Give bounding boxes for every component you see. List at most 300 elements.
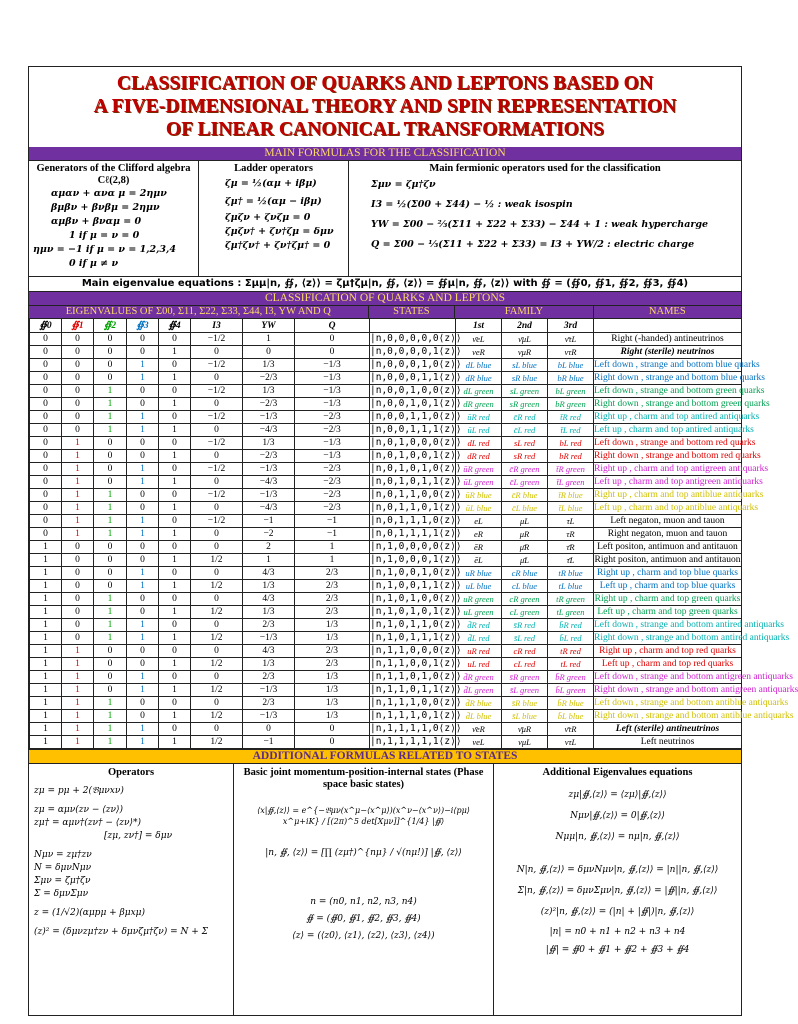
table-row <box>30 372 742 385</box>
yw-cell: 2/3 <box>243 671 295 684</box>
f0-cell: 0 <box>30 359 62 372</box>
table-row <box>30 619 742 632</box>
family-cell: b̄L blue <box>548 710 594 723</box>
f3-cell: 1 <box>127 515 159 528</box>
f4-cell: 1 <box>159 476 191 489</box>
yw-cell: 1/3 <box>243 580 295 593</box>
f0-cell: 1 <box>30 658 62 671</box>
f4-cell: 0 <box>159 333 191 346</box>
f2-cell: 1 <box>94 424 127 437</box>
f2-cell: 1 <box>94 515 127 528</box>
table-row <box>30 450 742 463</box>
f1-cell: 1 <box>62 645 94 658</box>
q-cell: 1/3 <box>295 710 370 723</box>
yw-cell: −4/3 <box>243 502 295 515</box>
f2-cell: 1 <box>94 398 127 411</box>
state-cell: |n,1,0,0,0,0⟨z⟩⟩ <box>370 541 462 552</box>
state-cell: |n,1,0,0,0,1⟨z⟩⟩ <box>370 554 462 565</box>
main-formulas-section <box>29 160 741 276</box>
family-cell: ūL red <box>456 424 502 437</box>
f3-cell: 0 <box>127 697 159 710</box>
subheader-cell: ∯2 <box>94 319 127 333</box>
f0-cell: 1 <box>30 645 62 658</box>
f3-cell: 1 <box>127 671 159 684</box>
f4-cell: 0 <box>159 671 191 684</box>
classification-sheet <box>28 66 798 1016</box>
f3-cell: 0 <box>127 593 159 606</box>
family-cell: b̄L red <box>548 632 594 645</box>
q-cell: −2/3 <box>295 411 370 424</box>
table-row <box>30 554 742 567</box>
yw-cell: 1/3 <box>243 606 295 619</box>
i3-cell: 0 <box>191 567 243 580</box>
state-cell: |n,0,0,0,1,0⟨z⟩⟩ <box>370 359 462 370</box>
state-cell: |n,0,1,1,1,1⟨z⟩⟩ <box>370 528 462 539</box>
f4-cell: 0 <box>159 463 191 476</box>
subheader-cell: 1st <box>456 319 502 333</box>
family-cell: b̄L green <box>548 684 594 697</box>
table-row <box>30 697 742 710</box>
f1-cell: 1 <box>62 684 94 697</box>
state-cell: |n,0,0,0,0,1⟨z⟩⟩ <box>370 346 462 357</box>
table-row <box>30 658 742 671</box>
table-row <box>30 567 742 580</box>
yw-cell: −2/3 <box>243 398 295 411</box>
yw-cell: −2 <box>243 528 295 541</box>
f2-cell: 0 <box>94 684 127 697</box>
family-cell: μR <box>502 528 548 541</box>
family-cell: s̄L green <box>502 684 548 697</box>
yw-cell: 1 <box>243 554 295 567</box>
q-cell: 1 <box>295 541 370 554</box>
family-cell: eL <box>456 515 502 528</box>
f4-cell: 0 <box>159 489 191 502</box>
q-cell: 1/3 <box>295 671 370 684</box>
f0-cell: 0 <box>30 528 62 541</box>
family-cell: b̄R red <box>548 619 594 632</box>
f1-cell: 1 <box>62 658 94 671</box>
particle-name-cell: Left down , strange and bottom antigreen antiquarks <box>594 672 793 682</box>
f1-cell: 1 <box>62 723 94 736</box>
f4-cell: 0 <box>159 385 191 398</box>
subheader-cell: Q <box>295 319 370 333</box>
family-cell: bR green <box>548 398 594 411</box>
family-cell: τ̄L <box>548 554 594 567</box>
table-row <box>30 736 742 749</box>
f0-cell: 0 <box>30 346 62 359</box>
f3-cell: 1 <box>127 567 159 580</box>
family-cell: c̄L green <box>502 476 548 489</box>
f1-cell: 0 <box>62 398 94 411</box>
f4-cell: 1 <box>159 632 191 645</box>
family-cell: sR green <box>502 398 548 411</box>
f4-cell: 0 <box>159 619 191 632</box>
f0-cell: 1 <box>30 541 62 554</box>
particle-name-cell: Right down , strange and bottom green quarks <box>594 399 770 409</box>
table-row <box>30 528 742 541</box>
yw-cell: 4/3 <box>243 645 295 658</box>
family-cell: ūR blue <box>456 489 502 502</box>
f3-cell: 1 <box>127 580 159 593</box>
table-row <box>30 333 742 346</box>
f1-cell: 1 <box>62 489 94 502</box>
particle-name-cell: Left down , strange and bottom red quarks <box>594 438 756 448</box>
f1-cell: 0 <box>62 346 94 359</box>
yw-cell: 2/3 <box>243 697 295 710</box>
i3-cell: 0 <box>191 723 243 736</box>
yw-cell: −4/3 <box>243 476 295 489</box>
f0-cell: 0 <box>30 385 62 398</box>
particle-name-cell: Left up , charm and top antigreen antiquarks <box>594 477 763 487</box>
i3-cell: −1/2 <box>191 411 243 424</box>
i3-cell: 0 <box>191 424 243 437</box>
i3-cell: −1/2 <box>191 333 243 346</box>
family-cell: ν̄μR <box>502 723 548 736</box>
f4-cell: 1 <box>159 424 191 437</box>
state-cell: |n,1,1,0,0,0⟨z⟩⟩ <box>370 645 462 656</box>
particle-name-cell: Left negaton, muon and tauon <box>594 515 742 528</box>
family-cell: μ̄R <box>502 541 548 554</box>
f4-cell: 0 <box>159 359 191 372</box>
table-group-headers <box>29 305 741 318</box>
q-cell: −2/3 <box>295 476 370 489</box>
f2-cell: 1 <box>94 593 127 606</box>
state-cell: |n,1,0,1,1,0⟨z⟩⟩ <box>370 619 462 630</box>
yw-cell: −1/3 <box>243 710 295 723</box>
f0-cell: 0 <box>30 489 62 502</box>
table-row <box>30 541 742 554</box>
family-cell: dL blue <box>456 359 502 372</box>
additional-eigen-heading: Additional Eigenvalues equations <box>542 767 693 778</box>
f4-cell: 1 <box>159 580 191 593</box>
q-cell: −1/3 <box>295 359 370 372</box>
particle-name-cell: Right down , strange and bottom antiblue antiquarks <box>594 711 794 721</box>
yw-cell: −1 <box>243 736 295 749</box>
f4-cell: 0 <box>159 645 191 658</box>
f2-cell: 1 <box>94 606 127 619</box>
operators-heading: Operators <box>107 767 155 778</box>
f0-cell: 1 <box>30 671 62 684</box>
yw-cell: −2/3 <box>243 450 295 463</box>
state-cell: |n,1,1,1,0,0⟨z⟩⟩ <box>370 697 462 708</box>
yw-cell: −1/3 <box>243 463 295 476</box>
subheader-cell: YW <box>243 319 295 333</box>
table-row <box>30 489 742 502</box>
table-row <box>30 385 742 398</box>
particle-name-cell: Left down , strange and bottom green quarks <box>594 386 765 396</box>
family-cell: dR green <box>456 398 502 411</box>
i3-cell: −1/2 <box>191 385 243 398</box>
f2-cell: 0 <box>94 372 127 385</box>
f1-cell: 1 <box>62 450 94 463</box>
family-cell: c̄R red <box>502 411 548 424</box>
f1-cell: 0 <box>62 554 94 567</box>
particle-name-cell: Left down , strange and bottom blue quarks <box>594 360 760 370</box>
f0-cell: 1 <box>30 684 62 697</box>
family-header: FAMILY <box>454 306 592 318</box>
family-cell: νμL <box>502 736 548 749</box>
table-row <box>30 359 742 372</box>
family-cell: dR blue <box>456 372 502 385</box>
f0-cell: 0 <box>30 398 62 411</box>
f2-cell: 0 <box>94 645 127 658</box>
family-cell: c̄R green <box>502 463 548 476</box>
yw-cell: 2 <box>243 541 295 554</box>
table-row <box>30 463 742 476</box>
yw-cell: 0 <box>243 723 295 736</box>
f0-cell: 0 <box>30 450 62 463</box>
particle-name-cell: Left neutrinos <box>594 736 742 749</box>
basic-states-column: Basic joint momentum-position-internal states (Phase space basic states) ⟨x|∯,⟨z⟩⟩ = e^{−𝔅μν(x^μ−⟨x^μ⟩)(x^ν−⟨x^ν⟩)−i⟨pμ⟩x^μ+iK} / [(2π)^5 det[Xμν]]^{1/4} |∯⟩ |n, ∯, ⟨z⟩⟩ = [∏ (zμ†)^{nμ} / √(nμ!)] |∯, ⟨z⟩⟩ n = (n0, n1, n2, n3, n4) ∯ = (∯0, ∯1, ∯2, ∯3, ∯4) ⟨z⟩ = (⟨z0⟩, ⟨z1⟩, ⟨z2⟩, ⟨z3⟩, ⟨z4⟩) <box>234 764 494 1015</box>
i3-cell: −1/2 <box>191 359 243 372</box>
family-cell: t̄R blue <box>548 489 594 502</box>
f3-cell: 0 <box>127 346 159 359</box>
f2-cell: 1 <box>94 723 127 736</box>
f2-cell: 0 <box>94 541 127 554</box>
f1-cell: 0 <box>62 619 94 632</box>
f3-cell: 1 <box>127 372 159 385</box>
yw-cell: −1 <box>243 515 295 528</box>
i3-cell: 0 <box>191 398 243 411</box>
state-cell: |n,0,0,1,1,1⟨z⟩⟩ <box>370 424 462 435</box>
family-cell: τR <box>548 528 594 541</box>
family-cell: c̄L red <box>502 424 548 437</box>
f2-cell: 0 <box>94 333 127 346</box>
yw-cell: −1/3 <box>243 411 295 424</box>
table-row <box>30 606 742 619</box>
table-row <box>30 346 742 359</box>
f1-cell: 1 <box>62 697 94 710</box>
f4-cell: 0 <box>159 593 191 606</box>
yw-cell: −1/3 <box>243 632 295 645</box>
family-cell: s̄R red <box>502 619 548 632</box>
state-cell: |n,0,1,0,1,0⟨z⟩⟩ <box>370 463 462 474</box>
q-cell: −1/3 <box>295 437 370 450</box>
f2-cell: 0 <box>94 554 127 567</box>
table-subheader-row <box>30 319 742 333</box>
f0-cell: 0 <box>30 515 62 528</box>
family-cell: bL red <box>548 437 594 450</box>
f2-cell: 1 <box>94 385 127 398</box>
family-cell: d̄R red <box>456 619 502 632</box>
particle-name-cell: Left up , charm and top antiblue antiquarks <box>594 503 759 513</box>
f3-cell: 0 <box>127 541 159 554</box>
family-cell: sL green <box>502 385 548 398</box>
family-cell: νeR <box>456 346 502 359</box>
f4-cell: 1 <box>159 346 191 359</box>
particle-name-cell: Right down , strange and bottom antigreen antiquarks <box>594 685 798 695</box>
family-cell: sL red <box>502 437 548 450</box>
yw-cell: 4/3 <box>243 567 295 580</box>
f3-cell: 0 <box>127 645 159 658</box>
particle-name-cell: Right down , strange and bottom antired antiquarks <box>594 633 790 643</box>
f3-cell: 1 <box>127 528 159 541</box>
particle-name-cell: Right down , strange and bottom blue quarks <box>594 373 765 383</box>
f1-cell: 0 <box>62 541 94 554</box>
f1-cell: 0 <box>62 385 94 398</box>
f1-cell: 1 <box>62 437 94 450</box>
table-row <box>30 515 742 528</box>
f1-cell: 1 <box>62 502 94 515</box>
f0-cell: 1 <box>30 593 62 606</box>
state-cell: |n,1,0,1,0,0⟨z⟩⟩ <box>370 593 462 604</box>
family-cell: uL blue <box>456 580 502 593</box>
f1-cell: 1 <box>62 736 94 749</box>
particle-name-cell: Right negaton, muon and tauon <box>594 528 742 541</box>
family-cell: cL red <box>502 658 548 671</box>
f3-cell: 0 <box>127 658 159 671</box>
f1-cell: 0 <box>62 359 94 372</box>
f1-cell: 1 <box>62 476 94 489</box>
family-cell: ēR <box>456 541 502 554</box>
family-cell: tL green <box>548 606 594 619</box>
i3-cell: 0 <box>191 697 243 710</box>
clifford-heading: Generators of the Clifford algebra Cℓ(2,8) <box>36 163 191 186</box>
particle-name-cell: Right (-handed) antineutrinos <box>594 333 742 346</box>
i3-cell: 0 <box>191 671 243 684</box>
q-cell: −2/3 <box>295 424 370 437</box>
f4-cell: 0 <box>159 437 191 450</box>
i3-cell: 0 <box>191 476 243 489</box>
i3-cell: 1/2 <box>191 606 243 619</box>
family-cell: νeL <box>456 736 502 749</box>
f2-cell: 0 <box>94 658 127 671</box>
state-cell: |n,1,1,0,0,1⟨z⟩⟩ <box>370 658 462 669</box>
particle-name-cell: Right up , charm and top green quarks <box>594 594 741 604</box>
i3-cell: 0 <box>191 372 243 385</box>
table-row <box>30 671 742 684</box>
i3-cell: 1/2 <box>191 684 243 697</box>
f3-cell: 1 <box>127 424 159 437</box>
f0-cell: 1 <box>30 710 62 723</box>
f2-cell: 1 <box>94 697 127 710</box>
particle-name-cell: Right up , charm and top blue quarks <box>594 567 742 580</box>
family-cell: s̄R blue <box>502 697 548 710</box>
state-cell: |n,0,1,1,1,0⟨z⟩⟩ <box>370 515 462 526</box>
f3-cell: 0 <box>127 385 159 398</box>
f1-cell: 0 <box>62 580 94 593</box>
f4-cell: 1 <box>159 658 191 671</box>
subheader-cell: ∯3 <box>127 319 159 333</box>
states-header: STATES <box>368 306 455 318</box>
f4-cell: 1 <box>159 684 191 697</box>
particle-name-cell: Left up , charm and top blue quarks <box>594 580 742 593</box>
subheader-cell: 3rd <box>548 319 594 333</box>
state-cell: |n,0,0,1,0,0⟨z⟩⟩ <box>370 385 462 396</box>
table-row <box>30 684 742 697</box>
family-cell: tR red <box>548 645 594 658</box>
f4-cell: 1 <box>159 554 191 567</box>
family-cell: tL blue <box>548 580 594 593</box>
family-cell: dL red <box>456 437 502 450</box>
f0-cell: 0 <box>30 463 62 476</box>
state-cell: |n,1,1,0,1,1⟨z⟩⟩ <box>370 684 462 695</box>
i3-cell: −1/2 <box>191 515 243 528</box>
f0-cell: 0 <box>30 502 62 515</box>
family-cell: uR green <box>456 593 502 606</box>
q-cell: 2/3 <box>295 645 370 658</box>
yw-cell: −1/3 <box>243 684 295 697</box>
q-cell: 1/3 <box>295 632 370 645</box>
f2-cell: 1 <box>94 502 127 515</box>
q-cell: 1 <box>295 554 370 567</box>
q-cell: 2/3 <box>295 593 370 606</box>
f2-cell: 0 <box>94 359 127 372</box>
family-cell: μ̄L <box>502 554 548 567</box>
additional-formulas-section <box>29 763 741 1015</box>
state-cell: |n,0,0,0,0,0⟨z⟩⟩ <box>370 333 462 344</box>
family-cell: cL green <box>502 606 548 619</box>
family-cell: d̄L blue <box>456 710 502 723</box>
f3-cell: 0 <box>127 554 159 567</box>
table-row <box>30 632 742 645</box>
f4-cell: 0 <box>159 723 191 736</box>
table-row <box>30 502 742 515</box>
main-eigenvalue-equation: Main eigenvalue equations : Σμμ|n, ∯, ⟨z⟩⟩ = ζμ†ζμ|n, ∯, ⟨z⟩⟩ = ∯μ|n, ∯, ⟨z⟩⟩ with ∯ = (∯0, ∯1, ∯2, ∯3, ∯4) <box>29 276 741 291</box>
f0-cell: 1 <box>30 632 62 645</box>
f3-cell: 1 <box>127 463 159 476</box>
particle-name-cell: Right up , charm and top antired antiquarks <box>594 412 760 422</box>
state-cell: |n,0,0,1,0,1⟨z⟩⟩ <box>370 398 462 409</box>
f4-cell: 1 <box>159 606 191 619</box>
family-cell: tR green <box>548 593 594 606</box>
f3-cell: 1 <box>127 476 159 489</box>
family-cell: uL green <box>456 606 502 619</box>
q-cell: −1 <box>295 528 370 541</box>
f1-cell: 0 <box>62 632 94 645</box>
subheader-cell: 2nd <box>502 319 548 333</box>
i3-cell: 0 <box>191 528 243 541</box>
family-cell: dR red <box>456 450 502 463</box>
family-cell: τL <box>548 515 594 528</box>
state-cell: |n,1,0,1,1,1⟨z⟩⟩ <box>370 632 462 643</box>
f0-cell: 0 <box>30 411 62 424</box>
table-row <box>30 723 742 736</box>
particle-name-cell: Left positon, antimuon and antitauon <box>594 541 742 554</box>
q-cell: 0 <box>295 346 370 359</box>
q-cell: 0 <box>295 723 370 736</box>
family-cell: c̄R blue <box>502 489 548 502</box>
f3-cell: 1 <box>127 684 159 697</box>
q-cell: 2/3 <box>295 658 370 671</box>
family-cell: cR blue <box>502 567 548 580</box>
q-cell: 1/3 <box>295 619 370 632</box>
q-cell: 2/3 <box>295 567 370 580</box>
fermionic-heading: Main fermionic operators used for the classification <box>429 163 661 174</box>
family-cell: ν̄eL <box>456 333 502 346</box>
yw-cell: 1 <box>243 333 295 346</box>
f4-cell: 0 <box>159 567 191 580</box>
table-row <box>30 437 742 450</box>
q-cell: −1/3 <box>295 398 370 411</box>
family-cell: d̄R green <box>456 671 502 684</box>
i3-cell: −1/2 <box>191 489 243 502</box>
yw-cell: 4/3 <box>243 593 295 606</box>
f0-cell: 0 <box>30 476 62 489</box>
f2-cell: 0 <box>94 567 127 580</box>
family-cell: ūR green <box>456 463 502 476</box>
state-cell: |n,0,0,0,1,1⟨z⟩⟩ <box>370 372 462 383</box>
i3-cell: 0 <box>191 450 243 463</box>
names-header: NAMES <box>593 306 741 318</box>
f3-cell: 0 <box>127 450 159 463</box>
subheader-cell: ∯4 <box>159 319 191 333</box>
f2-cell: 1 <box>94 632 127 645</box>
f1-cell: 1 <box>62 710 94 723</box>
particle-name-cell: Right up , charm and top red quarks <box>594 645 742 658</box>
i3-cell: 0 <box>191 502 243 515</box>
particle-name-cell: Right up , charm and top antigreen antiquarks <box>594 464 769 474</box>
